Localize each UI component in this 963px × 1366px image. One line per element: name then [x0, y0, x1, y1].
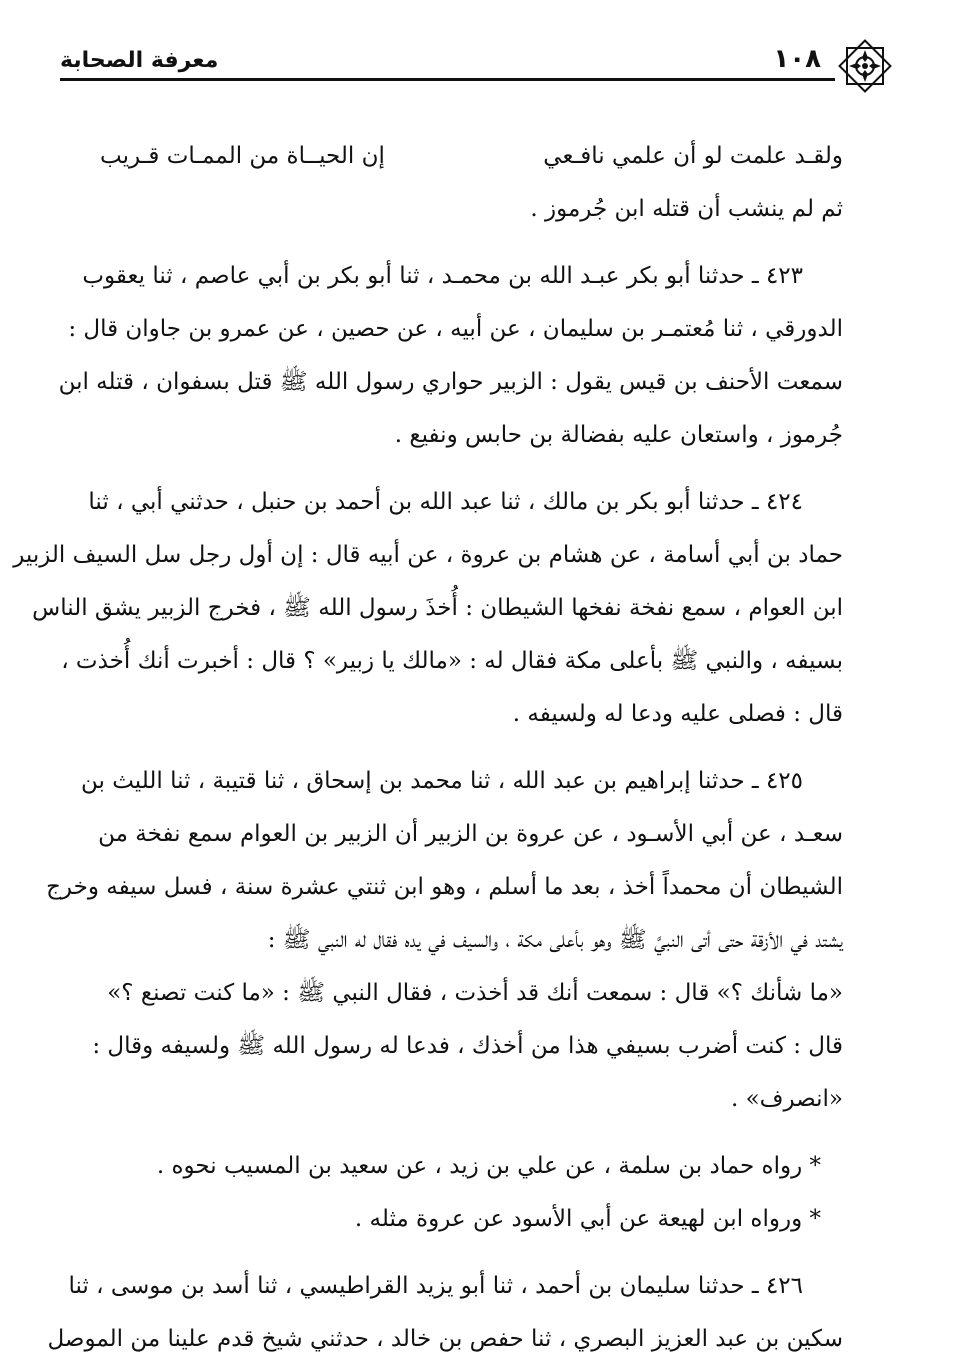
- hadith-424-line: حماد بن أبي أسامة ، عن هشام بن عروة ، عن أبيه قال : إن أول رجل سل السيف الزبير: [13, 542, 843, 568]
- hadith-423-line: جُرموز ، واستعان عليه بفضالة بن حابس ونفيع .: [394, 422, 843, 448]
- ornament-icon: [837, 38, 893, 94]
- hadith-423-line: ٤٢٣ ـ حدثنا أبو بكر عبـد الله بن محمـد ، ثنا أبو بكر بن أبي عاصم ، ثنا يعقوب: [82, 263, 803, 289]
- main-text: [13, 130, 843, 1366]
- hadith-426-line: ٤٢٦ ـ حدثنا سليمان بن أحمد ، ثنا أبو يزيد القراطيسي ، ثنا أسد بن موسى ، ثنا: [68, 1273, 803, 1299]
- hadith-424-line: ٤٢٤ ـ حدثنا أبو بكر بن مالك ، ثنا عبد الله بن أحمد بن حنبل ، حدثني أبي ، ثنا: [88, 489, 803, 515]
- narration-note: * ورواه ابن لهيعة عن أبي الأسود عن عروة مثله .: [354, 1206, 821, 1232]
- poem-verse: [80, 130, 843, 183]
- page-header: [60, 40, 893, 100]
- hadith-423-line: الدورقي ، ثنا مُعتمـر بن سليمان ، عن أبيه ، عن حصين ، عن عمرو بن جاوان قال :: [68, 316, 843, 342]
- page-number: ١٠٨: [773, 44, 821, 74]
- text-line: ثم لم ينشب أن قتله ابن جُرموز .: [530, 196, 843, 222]
- poem-hemistich-left: إن الحيــاة من الممـات قـريب: [100, 143, 385, 169]
- hadith-425-line: يشتد في الأزقة حتى أتى النبيَّ ﷺ وهو بأعلى مكة ، والسيف في يده فقال له النبي ﷺ :: [267, 927, 843, 953]
- hadith-425-line: ٤٢٥ ـ حدثنا إبراهيم بن عبد الله ، ثنا محمد بن إسحاق ، ثنا قتيبة ، ثنا الليث بن: [81, 768, 803, 794]
- hadith-423-line: سمعت الأحنف بن قيس يقول : الزبير حواري رسول الله ﷺ قتل بسفوان ، قتله ابن: [58, 369, 843, 395]
- hadith-425-line: «ما شأنك ؟» قال : سمعت أنك قد أخذت ، فقال النبي ﷺ : «ما كنت تصنع ؟»: [107, 980, 843, 1006]
- poem-hemistich-right: ولقـد علمت لو أن علمي نافـعي: [543, 143, 843, 169]
- hadith-425-line: سعـد ، عن أبي الأسـود ، عن عروة بن الزبير أن الزبير بن العوام سمع نفخة من: [98, 821, 843, 847]
- running-title: معرفة الصحابة: [60, 48, 219, 73]
- hadith-425-line: قال : كنت أضرب بسيفي هذا من أخذك ، فدعا له رسول الله ﷺ ولسيفه وقال :: [92, 1033, 843, 1059]
- hadith-424-line: قال : فصلى عليه ودعا له ولسيفه .: [512, 701, 843, 727]
- header-rule: [60, 78, 835, 81]
- hadith-425-line: الشيطان أن محمداً أخذ ، بعد ما أسلم ، وهو ابن ثنتي عشرة سنة ، فسل سيفه وخرج: [46, 874, 843, 900]
- hadith-425-line: «انصرف» .: [730, 1086, 843, 1112]
- hadith-424-line: بسيفه ، والنبي ﷺ بأعلى مكة فقال له : «مالك يا زبير» ؟ قال : أخبرت أنك أُخذت ،: [61, 648, 843, 674]
- narration-note: * رواه حماد بن سلمة ، عن علي بن زيد ، عن سعيد بن المسيب نحوه .: [156, 1153, 821, 1179]
- hadith-426-line: سكين بن عبد العزيز البصري ، ثنا حفص بن خالد ، حدثني شيخ قدم علينا من الموصل: [47, 1326, 843, 1352]
- hadith-424-line: ابن العوام ، سمع نفخة نفخها الشيطان : أُخذَ رسول الله ﷺ ، فخرج الزبير يشق الناس: [32, 595, 843, 621]
